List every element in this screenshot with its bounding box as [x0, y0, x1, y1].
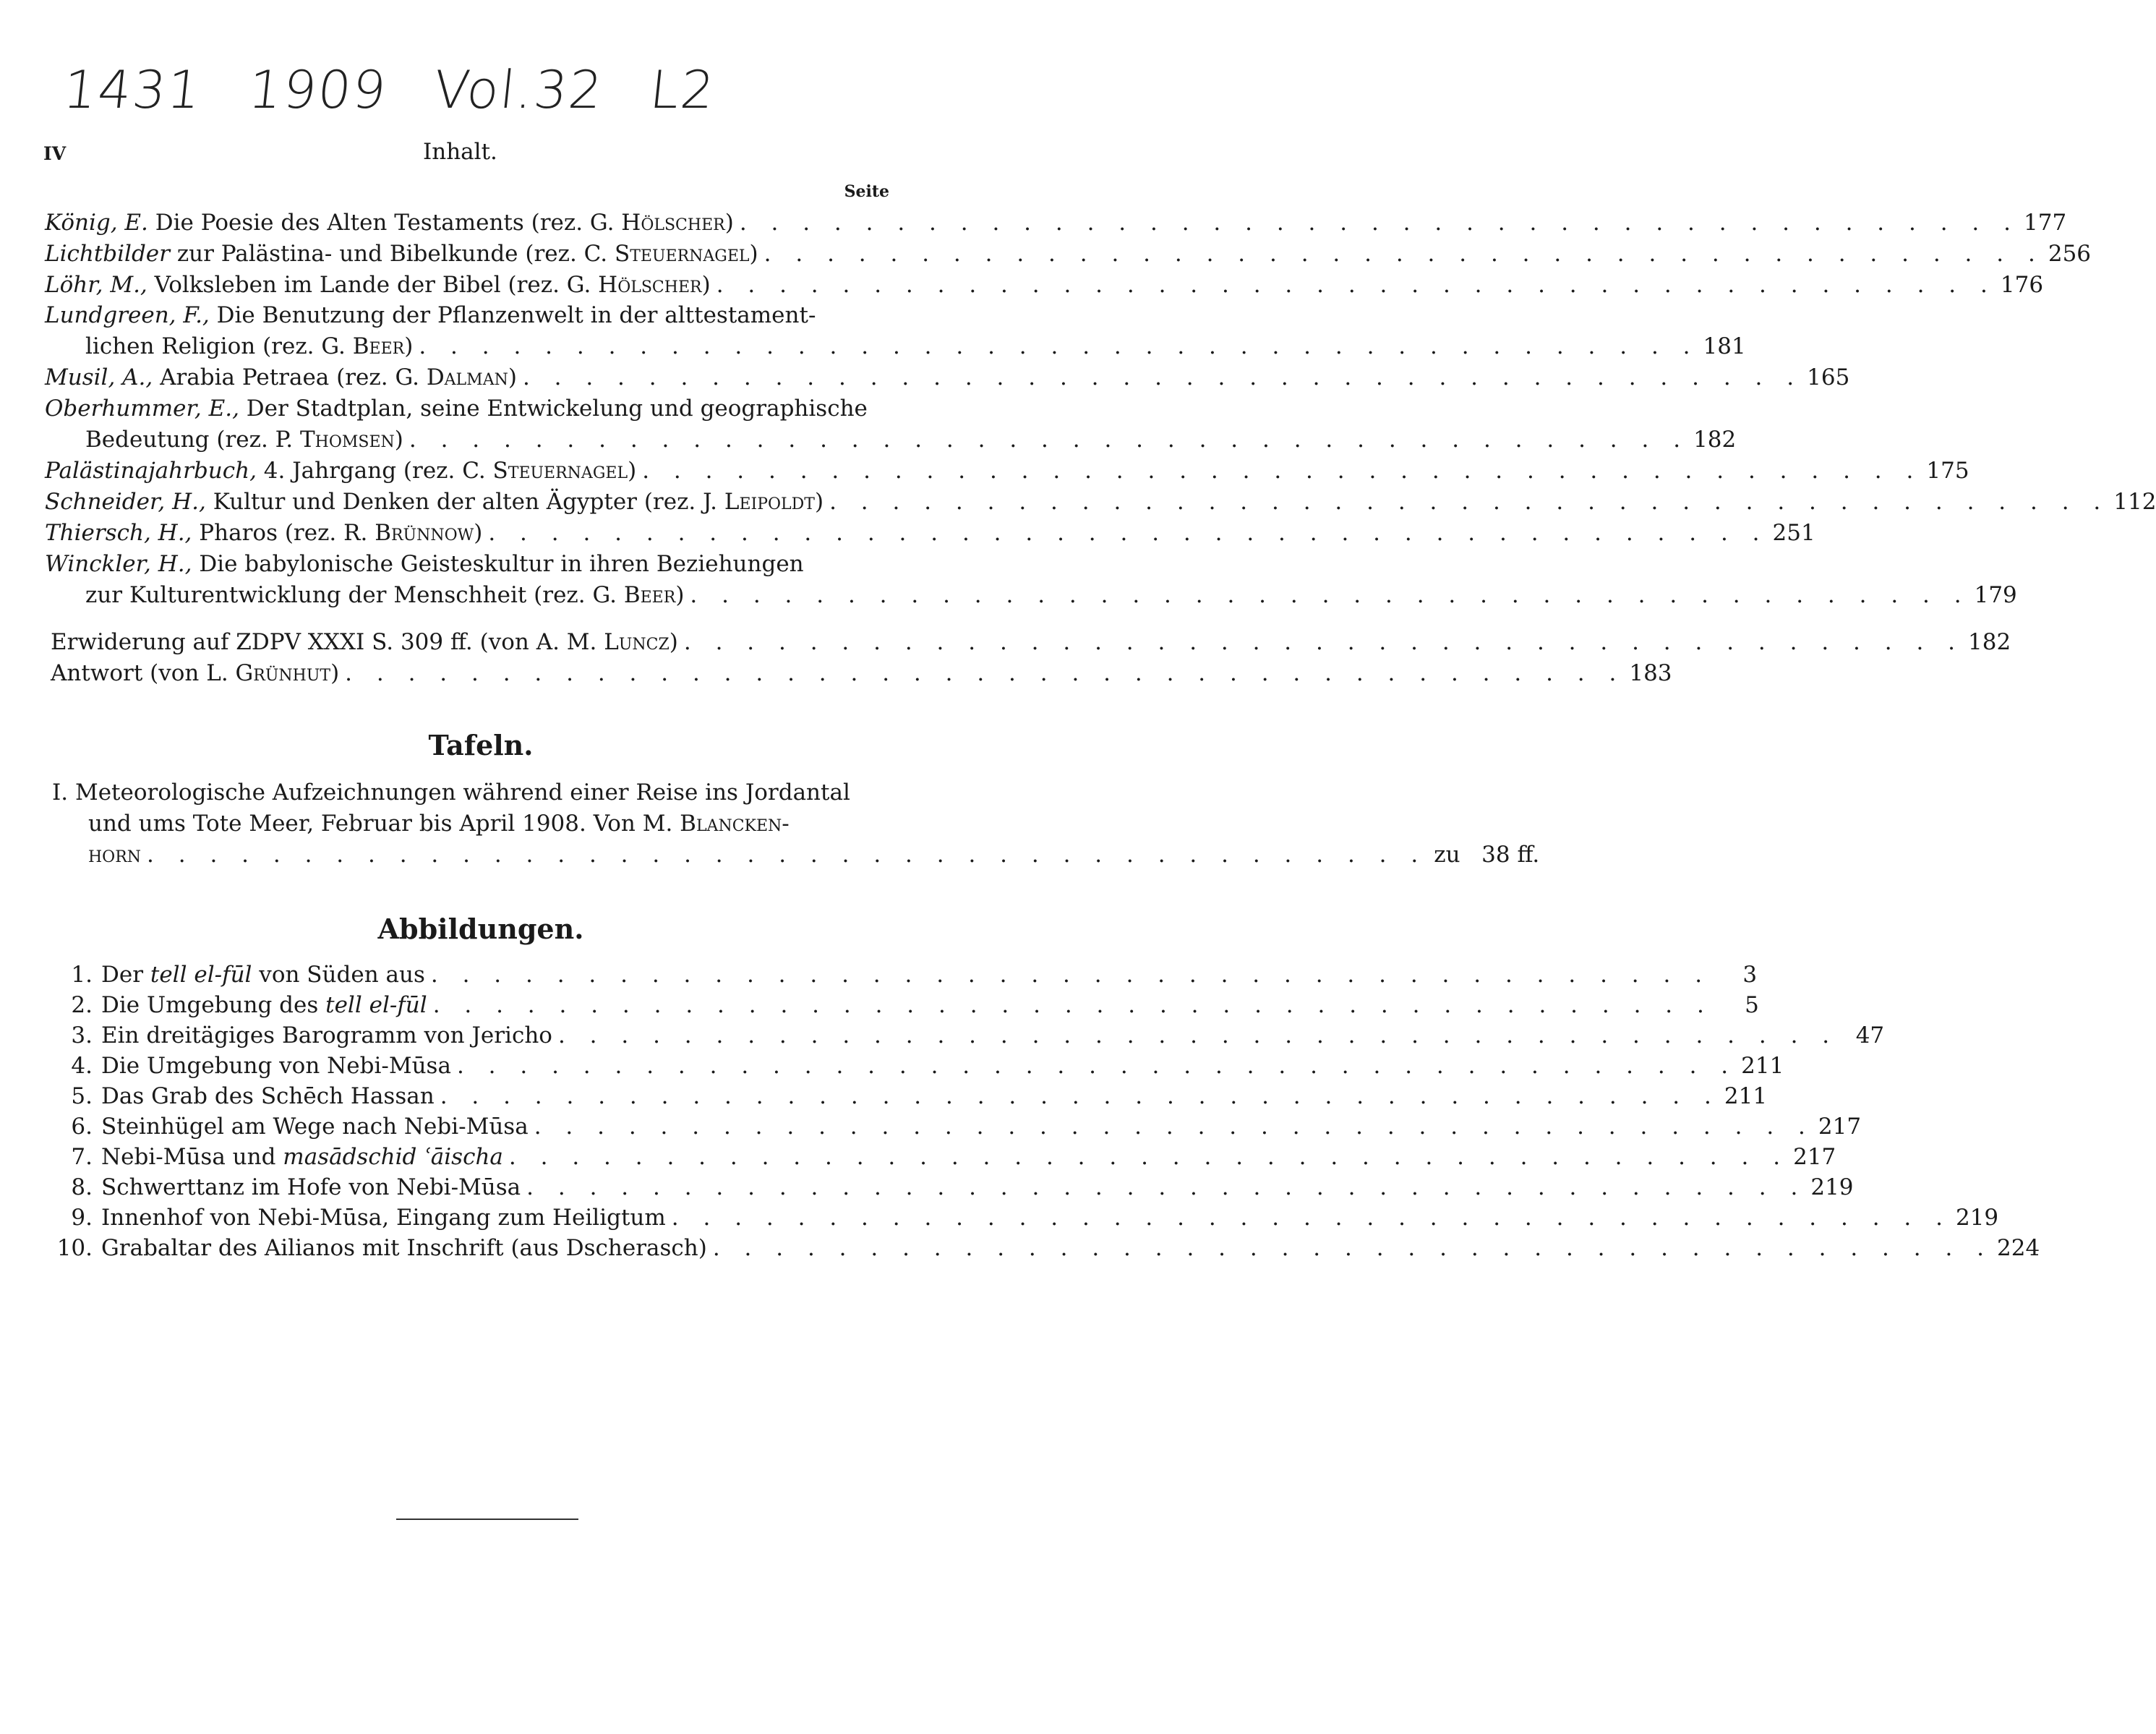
toc-entry: Palästinajahrbuch, 4. Jahrgang (rez. C. Steuernagel) . . . . . . . . . . . . . . . . . . . . . . . . . . . . . . . . . . . . . . . . . 175	[45, 458, 1969, 484]
page-ref: zu 38 ff.	[1434, 842, 1540, 868]
dot-leader: . . . . . . . . . . . . . . . . . . . . . . . . . . . . . . . . . . . . . . . . .	[522, 364, 1803, 390]
page-ref: 183	[1629, 660, 1672, 686]
seite-label: Seite	[844, 182, 889, 201]
toc-entry-line1: Winckler, H., Die babylonische Geisteskultur in ihren Beziehungen	[45, 551, 804, 577]
author: Oberhummer, E.,	[45, 396, 239, 422]
dot-leader: . . . . . . . . . . . . . . . . . . . . . . . . . . . . . . . . . . . . . . . . .	[419, 333, 1699, 359]
dot-leader: . . . . . . . . . . . . . . . . . . . . . . . . . . . . . . . . . . . . . . . . .	[683, 629, 1964, 655]
dot-leader: . . . . . . . . . . . . . . . . . . . . . . . . . . . . . . . . . . . . . . . . .	[440, 1083, 1720, 1109]
author: Winckler, H.,	[45, 551, 192, 577]
page-number: IV	[43, 143, 67, 164]
author: Lundgreen, F.,	[45, 302, 210, 328]
dot-leader: . . . . . . . . . . . . . . . . . . . . . . . . . . . . . . . . . . . . . . . . .	[432, 992, 1713, 1018]
handwritten-note: 1431 1909 Vol.32 L2	[60, 59, 719, 120]
toc-entry-line2: lichen Religion (rez. G. Beer) . . . . . . . . . . . . . . . . . . . . . . . . . . . . . . . . . . . . . . . . . 181	[85, 333, 1746, 359]
page-ref: 47	[1855, 1022, 1885, 1048]
tafel-line1: I. Meteorologische Aufzeichnungen während einer Reise ins Jordantal	[52, 780, 850, 806]
toc-entry-line2: Bedeutung (rez. P. Thomsen) . . . . . . . . . . . . . . . . . . . . . . . . . . . . . . . . . . . . . . . . . 182	[85, 427, 1737, 453]
author: Thiersch, H.,	[45, 520, 192, 546]
page-ref: 251	[1772, 520, 1815, 546]
dot-leader: . . . . . . . . . . . . . . . . . . . . . . . . . . . . . . . . . . . . . . . . .	[712, 1235, 1993, 1261]
dot-leader: . . . . . . . . . . . . . . . . . . . . . . . . . . . . . . . . . . . . . . . . .	[763, 241, 2044, 267]
dot-leader: . . . . . . . . . . . . . . . . . . . . . . . . . . . . . . . . . . . . . . . . .	[456, 1053, 1737, 1079]
dot-leader: . . . . . . . . . . . . . . . . . . . . . . . . . . . . . . . . . . . . . . . . .	[526, 1174, 1807, 1200]
dot-leader: . . . . . . . . . . . . . . . . . . . . . . . . . . . . . . . . . . . . . . . . .	[557, 1022, 1839, 1048]
page-ref: 112	[2113, 489, 2156, 515]
dot-leader: . . . . . . . . . . . . . . . . . . . . . . . . . . . . . . . . . . . . . . . . .	[534, 1114, 1814, 1140]
toc-entry-line1: Lundgreen, F., Die Benutzung der Pflanzenwelt in der alttestament-	[45, 302, 816, 328]
page-ref: 182	[1693, 427, 1737, 453]
page-ref: 219	[1810, 1174, 1854, 1200]
page-ref: 175	[1926, 458, 1969, 484]
page-ref: 179	[1974, 582, 2017, 608]
toc-entry-misc: Erwiderung auf ZDPV XXXI S. 309 ff. (von A. M. Luncz) . . . . . . . . . . . . . . . . . . . . . . . . . . . . . . . . . . . . . . . . . 182	[51, 629, 2011, 655]
page-ref: 5	[1745, 992, 1759, 1018]
toc-entry-misc: Antwort (von L. Grünhut) . . . . . . . . . . . . . . . . . . . . . . . . . . . . . . . . . . . . . . . . . 183	[51, 660, 1672, 686]
dot-leader: . . . . . . . . . . . . . . . . . . . . . . . . . . . . . . . . . . . . . . . . .	[690, 582, 1970, 608]
page-ref: 256	[2048, 241, 2092, 267]
dot-leader: . . . . . . . . . . . . . . . . . . . . . . . . . . . . . . . . . . . . . . . . .	[408, 427, 1690, 453]
dot-leader: . . . . . . . . . . . . . . . . . . . . . . . . . . . . . . . . . . . . . . . . .	[147, 842, 1427, 868]
figure-entry: 10. Grabaltar des Ailianos mit Inschrift (aus Dscherasch) . . . . . . . . . . . . . . . . . . . . . . . . . . . . . . . . . . . . . . . . . 224	[56, 1235, 2040, 1261]
figure-entry: 1. Der tell el-fūl von Süden aus . . . . . . . . . . . . . . . . . . . . . . . . . . . . . . . . . . . . . . . . . 3	[71, 962, 1758, 988]
page-ref: 182	[1968, 629, 2011, 655]
tafel-line3: horn . . . . . . . . . . . . . . . . . . . . . . . . . . . . . . . . . . . . . . . . . zu 38 ff.	[88, 842, 1540, 868]
page-ref: 177	[2024, 210, 2067, 236]
page-ref: 217	[1818, 1114, 1862, 1140]
page-ref: 211	[1741, 1053, 1784, 1079]
section-title-abbildungen: Abbildungen.	[377, 913, 584, 945]
page-ref: 217	[1793, 1144, 1836, 1170]
toc-entry: Löhr, M., Volksleben im Lande der Bibel (rez. G. Hölscher) . . . . . . . . . . . . . . . . . . . . . . . . . . . . . . . . . . . . . . . . . 176	[45, 272, 2044, 298]
dot-leader: . . . . . . . . . . . . . . . . . . . . . . . . . . . . . . . . . . . . . . . . .	[642, 458, 1922, 484]
toc-entry-line1: Oberhummer, E., Der Stadtplan, seine Entwickelung und geographische	[45, 396, 868, 422]
page-ref: 176	[2000, 272, 2044, 298]
author: Palästinajahrbuch,	[45, 458, 257, 484]
toc-entry-line2: zur Kulturentwicklung der Menschheit (rez. G. Beer) . . . . . . . . . . . . . . . . . . . . . . . . . . . . . . . . . . . . . . . . . 179	[85, 582, 2017, 608]
closing-rule	[396, 1519, 578, 1520]
toc-entry: König, E. Die Poesie des Alten Testaments (rez. G. Hölscher) . . . . . . . . . . . . . . . . . . . . . . . . . . . . . . . . . . . . . . . . . 177	[45, 210, 2067, 236]
author: Schneider, H.,	[45, 489, 206, 515]
author: Musil, A.,	[45, 364, 153, 390]
author: Lichtbilder	[45, 241, 170, 267]
page-header: Inhalt.	[423, 139, 497, 165]
author: König, E.	[45, 210, 148, 236]
toc-entry: Musil, A., Arabia Petraea (rez. G. Dalman) . . . . . . . . . . . . . . . . . . . . . . . . . . . . . . . . . . . . . . . . . 165	[45, 364, 1850, 390]
dot-leader: . . . . . . . . . . . . . . . . . . . . . . . . . . . . . . . . . . . . . . . . .	[508, 1144, 1789, 1170]
figure-entry: 9. Innenhof von Nebi-Mūsa, Eingang zum Heiligtum . . . . . . . . . . . . . . . . . . . . . . . . . . . . . . . . . . . . . . . . . 219	[71, 1205, 1999, 1231]
figure-entry: 6. Steinhügel am Wege nach Nebi-Mūsa . . . . . . . . . . . . . . . . . . . . . . . . . . . . . . . . . . . . . . . . . 217	[71, 1114, 1862, 1140]
tafel-line2: und ums Tote Meer, Februar bis April 1908. Von M. Blancken-	[88, 811, 790, 837]
figure-entry: 4. Die Umgebung von Nebi-Mūsa . . . . . . . . . . . . . . . . . . . . . . . . . . . . . . . . . . . . . . . . . 211	[71, 1053, 1784, 1079]
figure-entry: 7. Nebi-Mūsa und masādschid ʿāischa . . . . . . . . . . . . . . . . . . . . . . . . . . . . . . . . . . . . . . . . . 217	[71, 1144, 1836, 1170]
dot-leader: . . . . . . . . . . . . . . . . . . . . . . . . . . . . . . . . . . . . . . . . .	[829, 489, 2110, 515]
figure-entry: 5. Das Grab des Schēch Hassan . . . . . . . . . . . . . . . . . . . . . . . . . . . . . . . . . . . . . . . . . 211	[71, 1083, 1768, 1109]
page-ref: 165	[1807, 364, 1850, 390]
page-ref: 181	[1703, 333, 1746, 359]
toc-entry: Schneider, H., Kultur und Denken der alten Ägypter (rez. J. Leipoldt) . . . . . . . . . . . . . . . . . . . . . . . . . . . . . . . . . . . . . . . . . 112	[45, 489, 2156, 515]
page-ref: 3	[1742, 962, 1758, 988]
toc-entry: Thiersch, H., Pharos (rez. R. Brünnow) . . . . . . . . . . . . . . . . . . . . . . . . . . . . . . . . . . . . . . . . . 251	[45, 520, 1815, 546]
figure-entry: 3. Ein dreitägiges Barogramm von Jericho . . . . . . . . . . . . . . . . . . . . . . . . . . . . . . . . . . . . . . . . . 47	[71, 1022, 1885, 1048]
dot-leader: . . . . . . . . . . . . . . . . . . . . . . . . . . . . . . . . . . . . . . . . .	[716, 272, 1996, 298]
toc-entry: Lichtbilder zur Palästina- und Bibelkunde (rez. C. Steuernagel) . . . . . . . . . . . . . . . . . . . . . . . . . . . . . . . . . . . . . . . . . 256	[45, 241, 2092, 267]
author: Löhr, M.,	[45, 272, 147, 298]
figure-entry: 2. Die Umgebung des tell el-fūl . . . . . . . . . . . . . . . . . . . . . . . . . . . . . . . . . . . . . . . . . 5	[71, 992, 1759, 1018]
dot-leader: . . . . . . . . . . . . . . . . . . . . . . . . . . . . . . . . . . . . . . . . .	[671, 1205, 1951, 1231]
page-ref: 211	[1724, 1083, 1768, 1109]
dot-leader: . . . . . . . . . . . . . . . . . . . . . . . . . . . . . . . . . . . . . . . . .	[345, 660, 1625, 686]
dot-leader: . . . . . . . . . . . . . . . . . . . . . . . . . . . . . . . . . . . . . . . . .	[739, 210, 2019, 236]
section-title-tafeln: Tafeln.	[428, 729, 534, 761]
page-ref: 219	[1955, 1205, 1999, 1231]
dot-leader: . . . . . . . . . . . . . . . . . . . . . . . . . . . . . . . . . . . . . . . . .	[430, 962, 1711, 988]
dot-leader: . . . . . . . . . . . . . . . . . . . . . . . . . . . . . . . . . . . . . . . . .	[488, 520, 1768, 546]
figure-entry: 8. Schwerttanz im Hofe von Nebi-Mūsa . . . . . . . . . . . . . . . . . . . . . . . . . . . . . . . . . . . . . . . . . 219	[71, 1174, 1854, 1200]
page-ref: 224	[1997, 1235, 2040, 1261]
